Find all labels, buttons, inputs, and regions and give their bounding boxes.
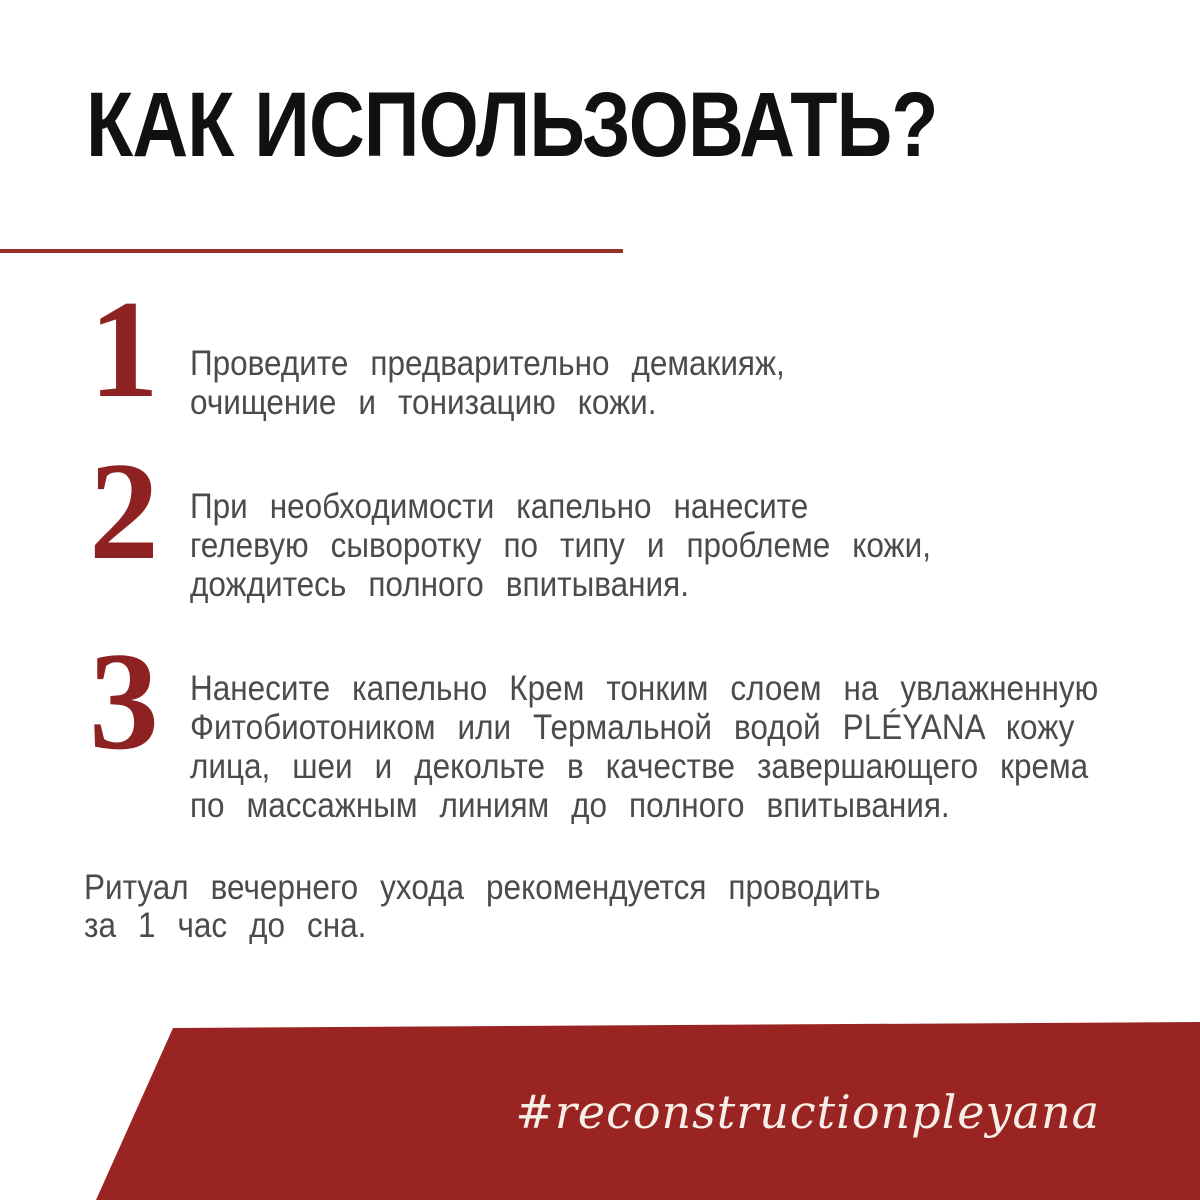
- step-2-line-1: При необходимости капельно нанесите: [190, 487, 809, 526]
- step-3-text: [190, 669, 1098, 825]
- step-2-line-3: дождитесь полного впитывания.: [190, 565, 689, 604]
- evening-ritual-note: [84, 869, 881, 945]
- step-3-line-3: лица, шеи и декольте в качестве завершающего крема: [190, 747, 1089, 786]
- step-1-line-2: очищение и тонизацию кожи.: [190, 383, 657, 422]
- step-1-number: 1: [89, 272, 159, 427]
- step-1-text: [190, 344, 785, 422]
- note-line-2: за 1 час до сна.: [84, 906, 367, 945]
- page-title: КАК ИСПОЛЬЗОВАТЬ?: [86, 74, 938, 176]
- step-3-line-4: по массажным линиям до полного впитывания.: [190, 786, 950, 825]
- step-3-number: 3: [89, 624, 159, 779]
- note-line-1: Ритуал вечернего ухода рекомендуется проводить: [84, 868, 881, 907]
- brand-hashtag: #reconstructionpleyana: [515, 1085, 1100, 1139]
- step-2-number: 2: [89, 434, 159, 589]
- step-2-text: [190, 487, 931, 604]
- step-3-line-2: Фитобиотоником или Термальной водой PLÉYANA кожу: [190, 708, 1075, 747]
- step-1-line-1: Проведите предварительно демакияж,: [190, 344, 785, 383]
- step-3-line-1: Нанесите капельно Крем тонким слоем на увлажненную: [190, 669, 1099, 708]
- title-divider: [0, 249, 623, 253]
- step-2-line-2: гелевую сыворотку по типу и проблеме кожи,: [190, 526, 931, 565]
